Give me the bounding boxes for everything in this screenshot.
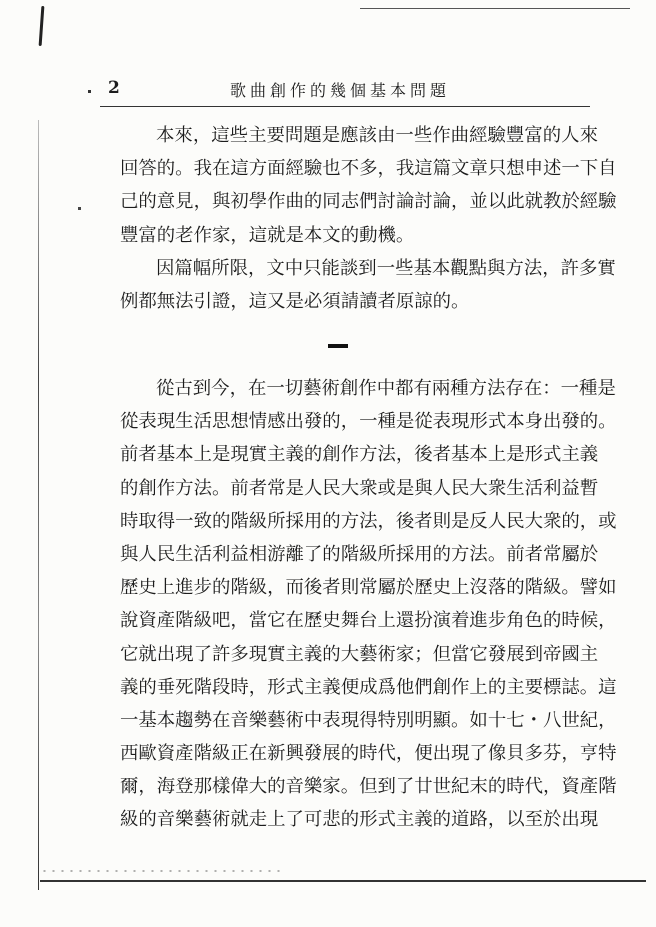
- scan-margin-mark: [39, 6, 45, 46]
- header-divider: [100, 106, 590, 107]
- text-line: 與人民生活利益相游離了的階級所採用的方法。前者常屬於: [120, 543, 599, 565]
- text-line: 時取得一致的階級所採用的方法，後者則是反人民大衆的，或: [120, 510, 617, 532]
- text-line: 己的意見，與初學作曲的同志們討論討論，並以此就教於經驗: [120, 191, 617, 213]
- scan-left-edge: [38, 120, 39, 890]
- text-line: 前者基本上是現實主義的創作方法，後者基本上是形式主義: [120, 444, 599, 466]
- scan-speck: [78, 207, 81, 210]
- scan-speck: [88, 90, 91, 93]
- text-line: 回答的。我在這方面經驗也不多，我這篇文章只想申述一下自: [120, 158, 617, 180]
- text-line: 西歐資產階級正在新興發展的時代，便出現了像貝多芬，亨特: [120, 743, 617, 765]
- scan-top-rule: [360, 8, 630, 9]
- text-line: 的創作方法。前者常是人民大衆或是與人民大衆生活利益暫: [120, 477, 599, 499]
- text-line: 歷史上進步的階級，而後者則常屬於歷史上沒落的階級。譬如: [120, 577, 617, 599]
- page-number: 2: [108, 78, 120, 98]
- scan-bottom-edge: [40, 880, 646, 882]
- text-line: 爾，海登那樣偉大的音樂家。但到了廿世紀末的時代，資產階: [120, 776, 617, 798]
- scan-bottom-specks: [40, 868, 280, 876]
- text-line: 它就出現了許多現實主義的大藝術家；但當它發展到帝國主: [120, 643, 599, 665]
- paragraph-intro-1: [120, 119, 617, 252]
- section-numeral-one: [328, 344, 348, 348]
- text-line: 例都無法引證，這又是必須請讀者原諒的。: [120, 291, 470, 313]
- paragraph-intro-2: [120, 252, 616, 318]
- text-line: 豐富的老作家，這就是本文的動機。: [120, 224, 415, 246]
- paragraph-main: [120, 372, 617, 837]
- text-line: 義的垂死階段時，形式主義便成爲他們創作上的主要標誌。這: [120, 676, 617, 698]
- text-line: 從古到今，在一切藝術創作中都有兩種方法存在：一種是: [156, 378, 616, 399]
- running-title: 歌曲創作的幾個基本問題: [230, 81, 451, 100]
- text-line: 因篇幅所限，文中只能談到一些基本觀點與方法，許多實: [156, 258, 616, 279]
- text-line: 級的音樂藝術就走上了可悲的形式主義的道路，以至於出現: [120, 809, 599, 831]
- text-line: 說資產階級吧，當它在歷史舞台上還扮演着進步角色的時候，: [120, 610, 617, 632]
- text-line: 本來，這些主要問題是應該由一些作曲經驗豐富的人來: [156, 125, 598, 146]
- text-line: 從表現生活思想情感出發的，一種是從表現形式本身出發的。: [120, 411, 617, 433]
- text-line: 一基本趨勢在音樂藝術中表現得特別明顯。如十七・八世紀，: [120, 709, 617, 731]
- running-header: [100, 78, 600, 102]
